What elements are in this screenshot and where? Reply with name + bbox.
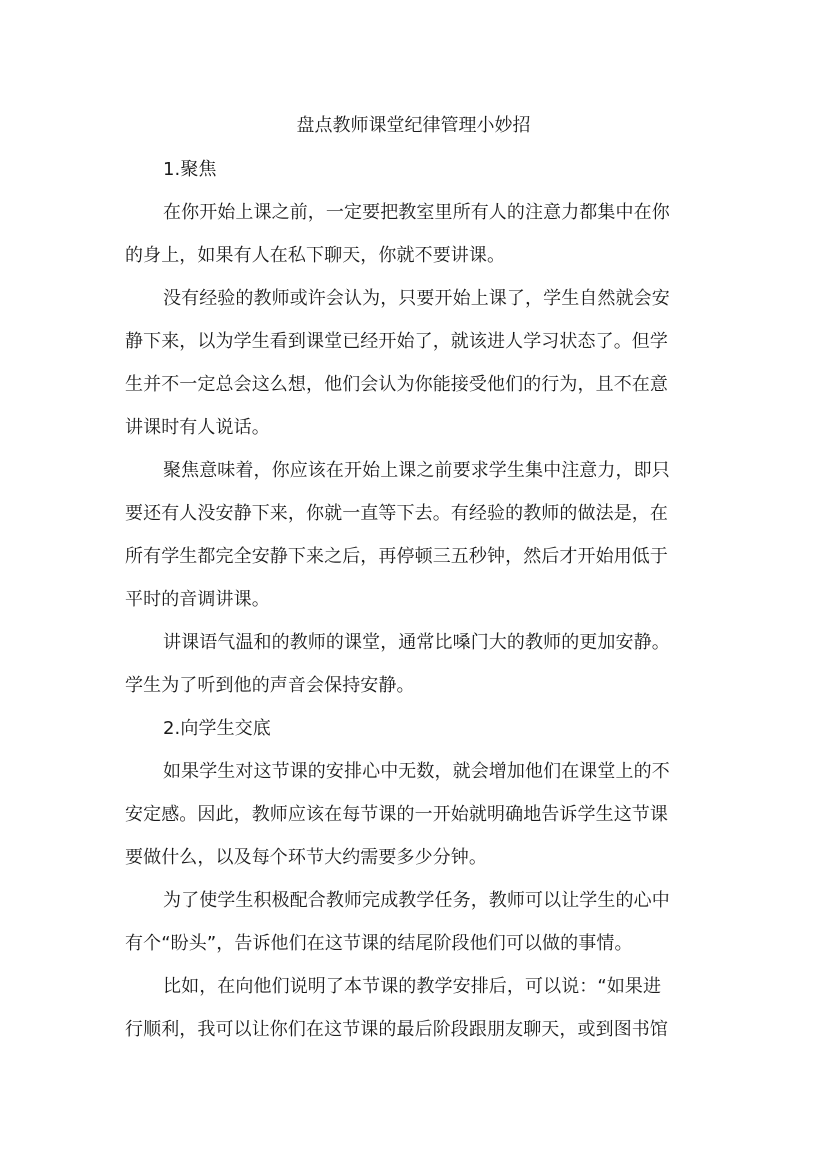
paragraph-line: 的身上，如果有人在私下聊天，你就不要讲课。 bbox=[125, 245, 506, 266]
paragraph-line: 为了使学生积极配合教师完成教学任务，教师可以让学生的心中 bbox=[163, 890, 670, 911]
paragraph-line: 讲课语气温和的教师的课堂，通常比嗓门大的教师的更加安静。 bbox=[163, 632, 670, 653]
paragraph-line: 平时的音调讲课。 bbox=[125, 589, 270, 610]
paragraph-line: 聚焦意味着，你应该在开始上课之前要求学生集中注意力，即只 bbox=[163, 460, 670, 481]
paragraph-line: 有个“盼头”，告诉他们在这节课的结尾阶段他们可以做的事情。 bbox=[125, 933, 633, 954]
paragraph-line: 生并不一定总会这么想，他们会认为你能接受他们的行为，且不在意 bbox=[125, 374, 668, 395]
paragraph-line: 静下来，以为学生看到课堂已经开始了，就该进人学习状态了。但学 bbox=[125, 331, 668, 352]
section-heading: 1.聚焦 bbox=[163, 159, 217, 180]
paragraph-line: 要做什么，以及每个环节大约需要多少分钟。 bbox=[125, 847, 487, 868]
paragraph-line: 安定感。因此，教师应该在每节课的一开始就明确地告诉学生这节课 bbox=[125, 804, 668, 825]
paragraph-line: 所有学生都完全安静下来之后，再停顿三五秒钟，然后才开始用低于 bbox=[125, 546, 668, 567]
paragraph-line: 比如，在向他们说明了本节课的教学安排后，可以说：“如果进 bbox=[163, 976, 662, 997]
paragraph-line: 学生为了听到他的声音会保持安静。 bbox=[125, 675, 415, 696]
paragraph-line: 行顺利，我可以让你们在这节课的最后阶段跟朋友聊天，或到图书馆 bbox=[125, 1019, 668, 1040]
paragraph-line: 讲课时有人说话。 bbox=[125, 417, 270, 438]
paragraph-line: 如果学生对这节课的安排心中无数，就会增加他们在课堂上的不 bbox=[163, 761, 670, 782]
section-heading: 2.向学生交底 bbox=[163, 718, 271, 739]
paragraph-line: 在你开始上课之前，一定要把教室里所有人的注意力都集中在你 bbox=[163, 202, 670, 223]
paragraph-line: 要还有人没安静下来，你就一直等下去。有经验的教师的做法是，在 bbox=[125, 503, 668, 524]
document-title: 盘点教师课堂纪律管理小妙招 bbox=[296, 115, 531, 136]
paragraph-line: 没有经验的教师或许会认为，只要开始上课了，学生自然就会安 bbox=[163, 288, 670, 309]
